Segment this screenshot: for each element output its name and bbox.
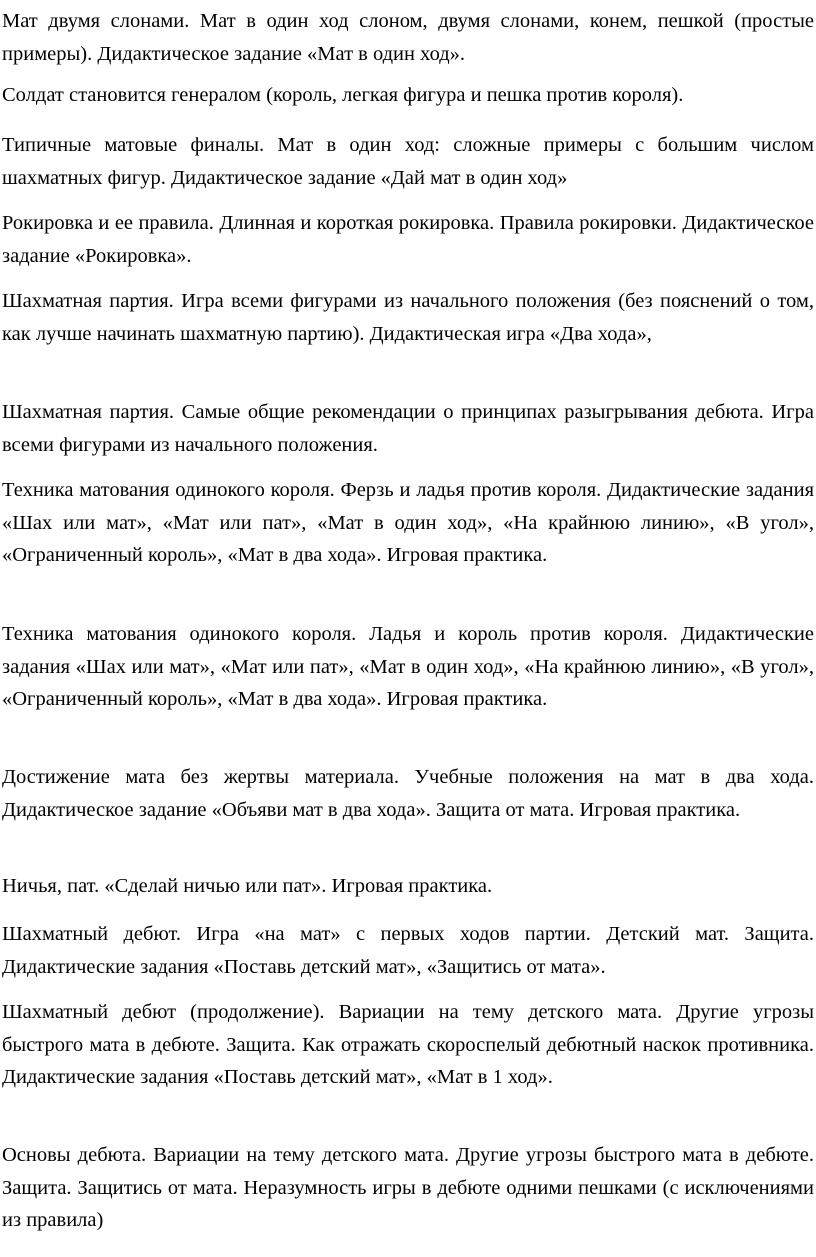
paragraph-opening-basics: Основы дебюта. Вариации на тему детского мата. Другие угрозы быстрого мата в дебюте. Защита. Защитись от мата. Неразумность игры в дебюте одними пешками (с исключениями из правила): [2, 1144, 814, 1231]
paragraph-chess-opening-continued: Шахматный дебют (продолжение). Вариации на тему детского мата. Другие угрозы быстрого мата в дебюте. Защита. Как отражать скороспелый дебютный наскок противника. Дидактические задания «Поставь детский мат», «Мат в 1 ход».: [2, 1001, 814, 1088]
paragraph-queen-rook-mate: Техника матования одинокого короля. Ферзь и ладья против короля. Дидактические задания «Шах или мат», «Мат или пат», «Мат в один ход», «На крайнюю линию», «В угол», «Ограниченный король», «Мат в два хода». Игровая практика.: [2, 479, 814, 566]
paragraph-pawn-promotion: Солдат становится генералом (король, легкая фигура и пешка против короля).: [2, 84, 684, 106]
paragraph-castling: Рокировка и ее правила. Длинная и короткая рокировка. Правила рокировки. Дидактическое задание «Рокировка».: [2, 212, 814, 267]
paragraph-mate-in-two: Достижение мата без жертвы материала. Учебные положения на мат в два хода. Дидактическое задание «Объяви мат в два хода». Защита от мата. Игровая практика.: [2, 766, 814, 821]
paragraph-chess-game: Шахматная партия. Игра всеми фигурами из начального положения (без пояснений о том, как лучше начинать шахматную партию). Дидактическая игра «Два хода»,: [2, 290, 814, 345]
paragraph-draw-stalemate: Ничья, пат. «Сделай ничью или пат». Игровая практика.: [2, 875, 493, 897]
paragraph-two-bishops-mate: Мат двумя слонами. Мат в один ход слоном, двумя слонами, конем, пешкой (простые примеры). Дидактическое задание «Мат в один ход».: [2, 10, 814, 65]
paragraph-typical-mate-finals: Типичные матовые финалы. Мат в один ход: сложные примеры с большим числом шахматных фигур. Дидактическое задание «Дай мат в один ход»: [2, 134, 814, 189]
paragraph-rook-king-mate: Техника матования одинокого короля. Ладья и король против короля. Дидактические задания «Шах или мат», «Мат или пат», «Мат в один ход», «На крайнюю линию», «В угол», «Ограниченный король», «Мат в два хода». Игровая практика.: [2, 623, 814, 710]
paragraph-chess-opening: Шахматный дебют. Игра «на мат» с первых ходов партии. Детский мат. Защита. Дидактические задания «Поставь детский мат», «Защитись от мата».: [2, 923, 814, 978]
paragraph-opening-recommendations: Шахматная партия. Самые общие рекомендации о принципах разыгрывания дебюта. Игра всеми фигурами из начального положения.: [2, 401, 814, 456]
